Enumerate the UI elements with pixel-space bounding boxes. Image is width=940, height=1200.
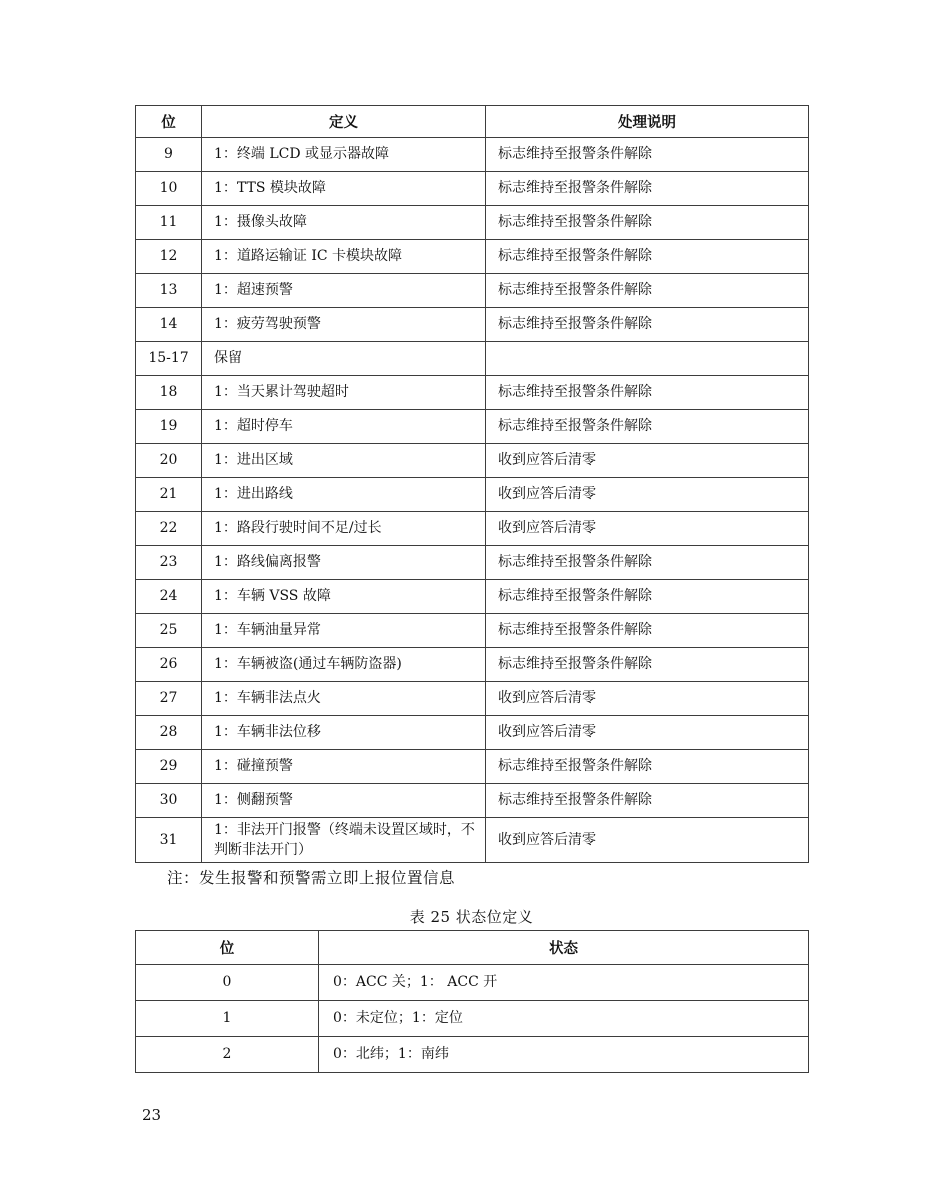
table-row [136, 784, 809, 818]
bit-cell: 29 [136, 750, 202, 784]
definition-cell: 1：摄像头故障 [202, 206, 486, 240]
table-row [136, 648, 809, 682]
table-note: 注：发生报警和预警需立即上报位置信息 [167, 869, 456, 887]
bit-cell: 11 [136, 206, 202, 240]
bit-cell: 0 [136, 965, 319, 1001]
table-row [136, 138, 809, 172]
alarm-bit-table [135, 105, 809, 863]
definition-cell: 1：非法开门报警（终端未设置区域时，不判断非法开门） [202, 818, 486, 863]
status-cell: 0：北纬；1：南纬 [319, 1037, 809, 1073]
bit-cell: 30 [136, 784, 202, 818]
handling-cell: 标志维持至报警条件解除 [486, 206, 809, 240]
table-row [136, 274, 809, 308]
definition-cell: 1：超速预警 [202, 274, 486, 308]
definition-cell: 1：超时停车 [202, 410, 486, 444]
bit-cell: 14 [136, 308, 202, 342]
table-row [136, 206, 809, 240]
table-row [136, 1037, 809, 1073]
handling-cell: 标志维持至报警条件解除 [486, 580, 809, 614]
table-row [136, 444, 809, 478]
table-row [136, 614, 809, 648]
definition-cell: 1：车辆非法位移 [202, 716, 486, 750]
handling-cell: 收到应答后清零 [486, 682, 809, 716]
bit-cell: 24 [136, 580, 202, 614]
bit-cell: 18 [136, 376, 202, 410]
definition-cell: 1：车辆被盗(通过车辆防盗器) [202, 648, 486, 682]
bit-cell: 12 [136, 240, 202, 274]
definition-cell: 1：路段行驶时间不足/过长 [202, 512, 486, 546]
table-row [136, 478, 809, 512]
bit-cell: 26 [136, 648, 202, 682]
table-row [136, 750, 809, 784]
handling-cell: 标志维持至报警条件解除 [486, 410, 809, 444]
handling-cell: 标志维持至报警条件解除 [486, 240, 809, 274]
bit-cell: 20 [136, 444, 202, 478]
definition-cell: 1：当天累计驾驶超时 [202, 376, 486, 410]
table-row [136, 818, 809, 863]
column-header-handling: 处理说明 [486, 106, 809, 138]
bit-cell: 22 [136, 512, 202, 546]
handling-cell: 收到应答后清零 [486, 444, 809, 478]
column-header-bit: 位 [136, 106, 202, 138]
handling-cell: 标志维持至报警条件解除 [486, 308, 809, 342]
column-header-bit: 位 [136, 931, 319, 965]
handling-cell: 标志维持至报警条件解除 [486, 614, 809, 648]
column-header-status: 状态 [319, 931, 809, 965]
definition-cell: 1：进出路线 [202, 478, 486, 512]
definition-cell: 1：侧翻预警 [202, 784, 486, 818]
definition-cell: 1：疲劳驾驶预警 [202, 308, 486, 342]
bit-cell: 10 [136, 172, 202, 206]
definition-cell: 1：TTS 模块故障 [202, 172, 486, 206]
handling-cell: 收到应答后清零 [486, 818, 809, 863]
bit-cell: 2 [136, 1037, 319, 1073]
definition-cell: 1：碰撞预警 [202, 750, 486, 784]
definition-cell: 1：车辆非法点火 [202, 682, 486, 716]
handling-cell: 标志维持至报警条件解除 [486, 784, 809, 818]
status-cell: 0：未定位；1：定位 [319, 1001, 809, 1037]
bit-cell: 28 [136, 716, 202, 750]
table-row [136, 172, 809, 206]
handling-cell: 标志维持至报警条件解除 [486, 172, 809, 206]
table-row [136, 580, 809, 614]
definition-cell: 1：车辆油量异常 [202, 614, 486, 648]
definition-cell: 保留 [202, 342, 486, 376]
handling-cell: 收到应答后清零 [486, 716, 809, 750]
definition-cell: 1：路线偏离报警 [202, 546, 486, 580]
definition-cell: 1：车辆 VSS 故障 [202, 580, 486, 614]
table-row [136, 512, 809, 546]
handling-cell: 收到应答后清零 [486, 512, 809, 546]
bit-cell: 31 [136, 818, 202, 863]
table-row [136, 965, 809, 1001]
bit-cell: 25 [136, 614, 202, 648]
bit-cell: 1 [136, 1001, 319, 1037]
bit-cell: 15-17 [136, 342, 202, 376]
bit-cell: 13 [136, 274, 202, 308]
definition-cell: 1：终端 LCD 或显示器故障 [202, 138, 486, 172]
table-row [136, 410, 809, 444]
table-row [136, 682, 809, 716]
handling-cell [486, 342, 809, 376]
table-header-row [136, 931, 809, 965]
status-bit-table [135, 930, 809, 1073]
table-row [136, 546, 809, 580]
table-row [136, 1001, 809, 1037]
handling-cell: 标志维持至报警条件解除 [486, 376, 809, 410]
page-number: 23 [142, 1106, 162, 1124]
table-header-row [136, 106, 809, 138]
handling-cell: 标志维持至报警条件解除 [486, 138, 809, 172]
bit-cell: 19 [136, 410, 202, 444]
definition-cell: 1：进出区域 [202, 444, 486, 478]
column-header-definition: 定义 [202, 106, 486, 138]
handling-cell: 标志维持至报警条件解除 [486, 648, 809, 682]
table-row [136, 376, 809, 410]
table-row [136, 716, 809, 750]
bit-cell: 27 [136, 682, 202, 716]
definition-cell: 1：道路运输证 IC 卡模块故障 [202, 240, 486, 274]
status-table-caption: 表 25 状态位定义 [409, 908, 534, 926]
handling-cell: 标志维持至报警条件解除 [486, 546, 809, 580]
bit-cell: 23 [136, 546, 202, 580]
table-row [136, 308, 809, 342]
bit-cell: 21 [136, 478, 202, 512]
bit-cell: 9 [136, 138, 202, 172]
handling-cell: 标志维持至报警条件解除 [486, 274, 809, 308]
status-cell: 0：ACC 关；1： ACC 开 [319, 965, 809, 1001]
handling-cell: 收到应答后清零 [486, 478, 809, 512]
handling-cell: 标志维持至报警条件解除 [486, 750, 809, 784]
table-row [136, 342, 809, 376]
table-row [136, 240, 809, 274]
